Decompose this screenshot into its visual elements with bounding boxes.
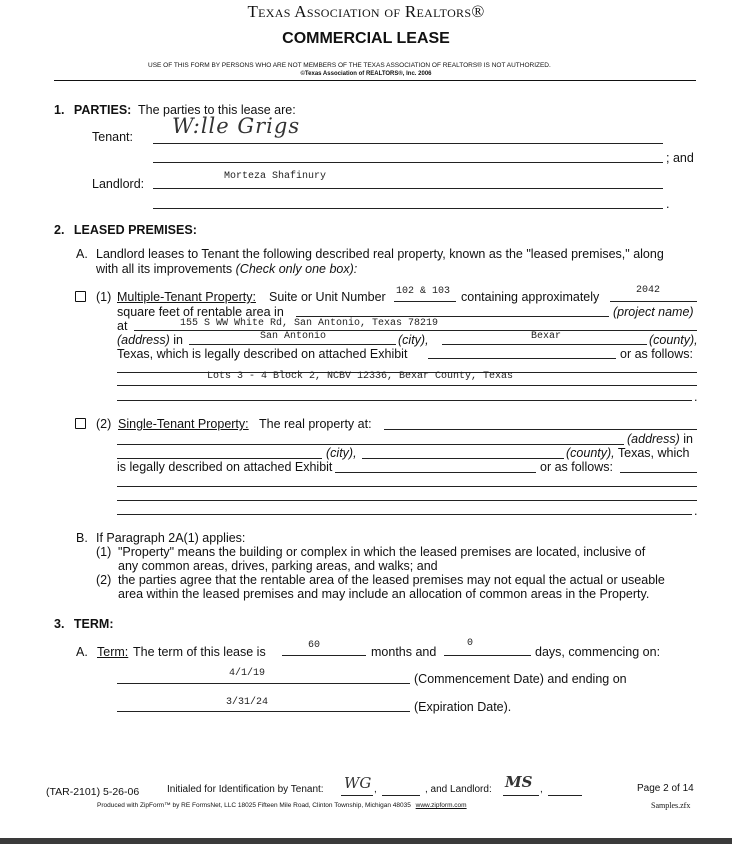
page-number: Page 2 of 14 [637, 783, 694, 794]
section-title: PARTIES: [73, 103, 132, 117]
multi-tenant-title: Multiple-Tenant Property: [117, 290, 256, 304]
premises-heading [54, 223, 197, 237]
single-county-line [362, 458, 564, 459]
single-county-italic: (county), [566, 446, 615, 460]
address-label: (address) [117, 333, 170, 347]
single-or-follows: or as follows: [540, 460, 613, 474]
single-tenant-title: Single-Tenant Property: [118, 417, 249, 431]
city-line [189, 344, 396, 345]
project-name-line [296, 316, 609, 317]
suite-label: Suite or Unit Number [269, 290, 386, 304]
tenant-line [153, 143, 663, 144]
single-city-label: (city), [326, 446, 357, 460]
city-label: (city), [398, 333, 429, 347]
zipform-link[interactable]: www.zipform.com [415, 802, 467, 809]
at-label: at [117, 319, 128, 333]
legal-description-value[interactable]: Lots 3 - 4 Block 2, NCBV 12336, Bexar County, Texas [207, 371, 514, 382]
header-rule [54, 80, 696, 81]
section-title: TERM: [73, 617, 114, 631]
parties-period: . [666, 197, 670, 211]
county-line [442, 344, 647, 345]
form-id: (TAR-2101) 5-26-06 [46, 786, 140, 798]
premises-b-item2-line2: area within the leased premises and may include an allocation of common areas in the Property. [118, 587, 650, 601]
tenant-initials-line-2 [382, 795, 420, 796]
term-a-letter: A. [76, 645, 88, 659]
single-address-line-1 [384, 429, 697, 430]
single-legal-line-1 [117, 486, 697, 487]
landlord-initials-line-2 [548, 795, 582, 796]
suite-line [394, 301, 456, 302]
single-tenant-checkbox[interactable] [75, 418, 86, 429]
landlord-initials-text: , and Landlord: [425, 784, 492, 795]
produced-text: Produced with ZipForm™ by RE FormsNet, LLC 18025 Fifteen Mile Road, Clinton Township, Michigan 48035 [97, 802, 411, 809]
term-a-text: The term of this lease is [133, 645, 266, 659]
address-value[interactable]: 155 S WW White Rd, San Antonio, Texas 78219 [180, 318, 439, 329]
single-in-label: in [683, 432, 694, 446]
tenant-name-signature[interactable]: W:lle Grigs [172, 114, 301, 138]
containing-text: containing approximately [461, 290, 600, 304]
days-label: days, commencing on: [535, 645, 661, 659]
premises-b-item1-num: (1) [96, 545, 112, 559]
multi-tenant-checkbox[interactable] [75, 291, 86, 302]
premises-b-item1-line2: any common areas, drives, parking areas, and walks; and [118, 559, 438, 573]
single-address-italic: (address) [627, 432, 680, 446]
or-as-follows: or as follows: [620, 347, 693, 361]
expiration-line [117, 711, 410, 712]
premises-a-text-1: Landlord leases to Tenant the following described real property, known as the "leased premises," along [96, 247, 664, 261]
single-address-label [627, 432, 693, 446]
legal-description-text: Texas, which is legally described on attached Exhibit [117, 347, 408, 361]
tenant-label: Tenant: [92, 130, 134, 144]
tenant-line-2 [153, 162, 663, 163]
premises-b-item2-num: (2) [96, 573, 112, 587]
landlord-initials-comma: , [540, 784, 543, 795]
premises-a-letter: A. [76, 247, 88, 261]
months-value[interactable]: 60 [308, 640, 321, 651]
initialed-text: Initialed for Identification by Tenant: [167, 784, 324, 795]
address-line [134, 330, 697, 331]
months-label: months and [371, 645, 437, 659]
county-value[interactable]: Bexar [531, 331, 562, 342]
legal-line-3 [117, 400, 692, 401]
landlord-name[interactable]: Morteza Shafinury [224, 171, 327, 182]
days-value[interactable]: 0 [467, 638, 474, 649]
copyright-notice: ©Texas Association of REALTORS®, Inc. 2006 [300, 71, 432, 77]
parties-heading [54, 103, 131, 117]
premises-b-letter: B. [76, 531, 88, 545]
days-line [444, 655, 531, 656]
sqft-line [610, 301, 697, 302]
form-title: COMMERCIAL LEASE [282, 30, 450, 47]
parties-intro: The parties to this lease are: [138, 103, 296, 117]
months-line [282, 655, 366, 656]
landlord-line-2 [153, 208, 663, 209]
exhibit-line [428, 358, 616, 359]
single-period: . [694, 504, 698, 518]
commencement-label: (Commencement Date) and ending on [414, 672, 627, 686]
single-exhibit-line [335, 472, 536, 473]
premises-a-text-2 [96, 262, 357, 276]
section-title: LEASED PREMISES: [73, 223, 197, 237]
single-county-label [566, 446, 689, 460]
section-number: 3. [54, 617, 65, 631]
produced-by [97, 802, 467, 809]
term-heading [54, 617, 114, 631]
expiration-label: (Expiration Date). [414, 700, 512, 714]
landlord-line [153, 188, 663, 189]
landlord-label: Landlord: [92, 177, 145, 191]
premises-b-item2-line1: the parties agree that the rentable area of the leased premises may not equal the actual or useable [118, 573, 665, 587]
in-label: in [173, 333, 184, 347]
tenant-initials-line [341, 795, 373, 796]
project-name-label: (project name) [613, 305, 694, 319]
file-name: Samples.zfx [651, 801, 691, 810]
commencement-value[interactable]: 4/1/19 [229, 668, 266, 679]
address-in-label [117, 333, 183, 347]
single-texas-which: Texas, which [617, 446, 690, 460]
section-number: 1. [54, 103, 65, 117]
tenant-initials-comma: , [374, 784, 377, 795]
commencement-line [117, 683, 410, 684]
expiration-value[interactable]: 3/31/24 [226, 697, 269, 708]
premises-b-item1-line1: "Property" means the building or complex in which the leased premises are located, inclusive of [118, 545, 646, 559]
multi-tenant-num: (1) [96, 290, 112, 304]
tenant-initials[interactable]: WG [344, 774, 372, 792]
multi-period: . [694, 390, 698, 404]
premises-a-text-2-plain: with all its improvements [96, 262, 233, 276]
premises-b-intro: If Paragraph 2A(1) applies: [96, 531, 246, 545]
landlord-initials-line [503, 795, 539, 796]
section-number: 2. [54, 223, 65, 237]
bottom-edge-shadow [0, 838, 732, 844]
single-legal-line-3 [117, 514, 692, 515]
single-city-line [117, 458, 322, 459]
single-tenant-text: The real property at: [259, 417, 372, 431]
single-address-line-2 [117, 444, 624, 445]
sqft-label: square feet of rentable area in [117, 305, 284, 319]
landlord-initials[interactable]: MS [505, 773, 533, 791]
term-a-title: Term: [97, 645, 129, 659]
association-name: Texas Association of Realtors® [247, 2, 485, 21]
county-label: (county), [649, 333, 698, 347]
single-follows-line [620, 472, 697, 473]
sqft-value[interactable]: 2042 [636, 285, 661, 296]
single-legal-text: is legally described on attached Exhibit [117, 460, 333, 474]
suite-value[interactable]: 102 & 103 [396, 286, 451, 297]
single-tenant-num: (2) [96, 417, 112, 431]
and-text: ; and [666, 151, 694, 165]
legal-line-2 [117, 385, 697, 386]
membership-notice: USE OF THIS FORM BY PERSONS WHO ARE NOT MEMBERS OF THE TEXAS ASSOCIATION OF REALTORS® IS NOT AUTHORIZED. [148, 62, 551, 69]
check-one-instruction: (Check only one box): [235, 262, 358, 276]
single-legal-line-2 [117, 500, 697, 501]
city-value[interactable]: San Antonio [260, 331, 327, 342]
